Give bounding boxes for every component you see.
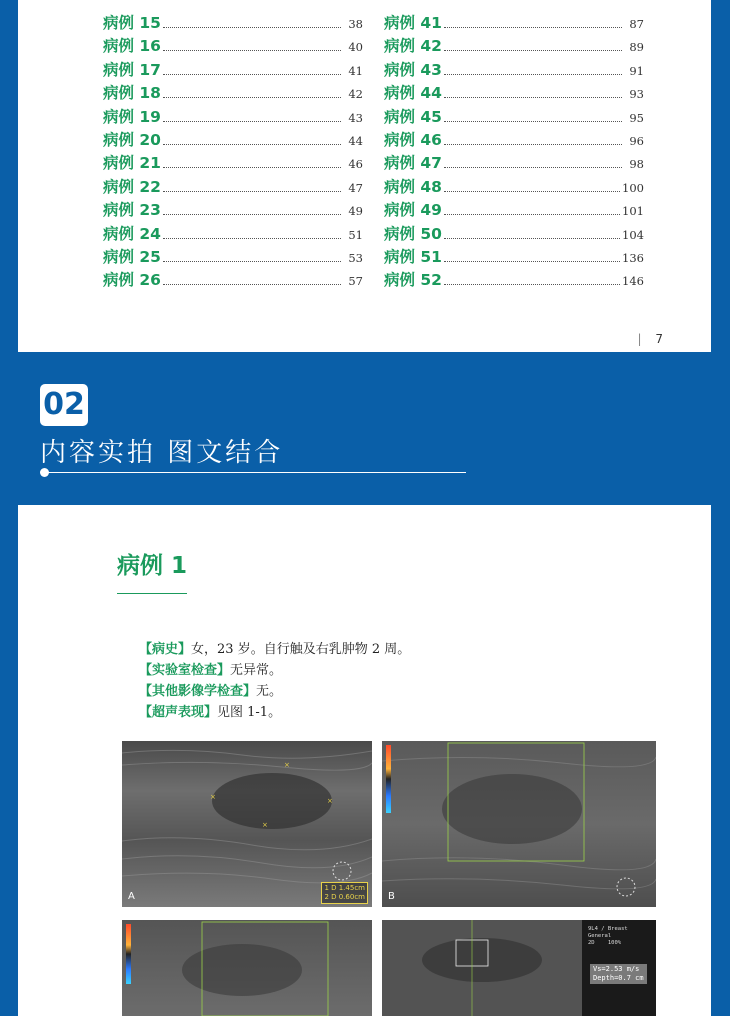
toc-entry-page: 49	[348, 204, 363, 219]
toc-entry-page: 146	[622, 274, 644, 289]
toc-entry-label: 病例 44	[384, 84, 442, 103]
toc-leader-dots	[163, 283, 341, 285]
toc-entry-page: 44	[348, 134, 363, 148]
toc-entry-label: 病例 24	[103, 224, 161, 243]
toc-entry-label: 病例 26	[103, 271, 161, 290]
measurement-2: 2 D 0.60cm	[324, 893, 365, 901]
toc-leader-dots	[163, 49, 341, 51]
history-line	[139, 638, 410, 657]
toc-entry-label: 病例 50	[384, 224, 442, 243]
toc-page	[18, 0, 711, 352]
toc-entry-label: 病例 20	[103, 131, 161, 149]
imaging-line	[139, 680, 282, 699]
toc-entry[interactable]	[384, 268, 644, 288]
toc-entry-page: 38	[348, 17, 363, 31]
toc-entry-page: 104	[622, 227, 644, 242]
ultrasound-texture-b	[382, 741, 656, 907]
ultrasound-texture-c	[122, 920, 372, 1016]
toc-leader-dots	[444, 260, 620, 262]
toc-leader-dots	[163, 26, 341, 28]
ultrasound-image-b	[382, 741, 656, 907]
toc-entry-label: 病例 25	[103, 248, 161, 266]
toc-leader-dots	[163, 190, 341, 192]
toc-leader-dots	[444, 283, 620, 285]
toc-entry-page: 98	[629, 157, 644, 172]
toc-entry-page: 53	[348, 251, 363, 265]
toc-entry-page: 43	[348, 110, 363, 125]
toc-entry[interactable]	[103, 128, 363, 148]
toc-entry[interactable]	[103, 245, 363, 265]
page-number: 7	[655, 332, 663, 346]
imaging-tag: 【其他影像学检查】	[139, 684, 257, 699]
preset-info	[588, 926, 628, 947]
toc-leader-dots	[444, 96, 622, 98]
toc-entry-page: 41	[348, 63, 363, 78]
toc-entry-page: 93	[629, 87, 644, 102]
toc-entry[interactable]	[384, 105, 644, 125]
toc-entry-page: 51	[348, 227, 363, 242]
svg-text:×: ×	[284, 761, 290, 769]
toc-entry[interactable]	[384, 128, 644, 148]
toc-entry-page: 95	[629, 110, 644, 125]
measurement-1: 1 D 1.45cm	[324, 884, 365, 892]
toc-entry-label: 病例 19	[103, 107, 161, 126]
depth-value: Depth=0.7 cm	[593, 974, 644, 982]
toc-entry-page: 101	[622, 204, 644, 219]
figure-label-b: B	[388, 891, 395, 902]
toc-entry[interactable]	[103, 81, 363, 101]
toc-entry-label: 病例 23	[103, 201, 161, 220]
toc-leader-dots	[163, 73, 341, 75]
toc-leader-dots	[444, 213, 620, 215]
imaging-text: 无。	[256, 684, 283, 699]
ultrasound-tag: 【超声表现】	[139, 705, 218, 720]
toc-entry[interactable]	[103, 105, 363, 125]
figure-label-a: A	[128, 891, 135, 902]
lab-line	[139, 659, 282, 678]
toc-leader-dots	[444, 73, 622, 75]
toc-entry-page: 96	[629, 134, 644, 148]
toc-entry-page: 47	[348, 180, 363, 195]
section-number-badge: 02	[40, 384, 88, 426]
lab-tag: 【实验室检查】	[139, 663, 231, 678]
toc-entry[interactable]	[384, 58, 644, 78]
toc-entry[interactable]	[103, 222, 363, 242]
preset-line-2: General	[588, 933, 612, 939]
toc-entry-page: 87	[629, 17, 644, 31]
toc-entry-label: 病例 47	[384, 154, 442, 173]
preset-line-1: 9L4 / Breast	[588, 926, 628, 932]
toc-leader-dots	[444, 143, 622, 145]
section-title: 内容实拍 图文结合	[40, 438, 284, 468]
toc-leader-dots	[444, 237, 620, 239]
toc-leader-dots	[163, 237, 341, 239]
toc-entry-label: 病例 45	[384, 107, 442, 126]
toc-entry-page: 89	[629, 40, 644, 55]
case-title: 病例 1	[117, 553, 188, 579]
toc-leader-dots	[163, 166, 341, 168]
history-tag: 【病史】	[139, 642, 192, 657]
toc-entry-label: 病例 21	[103, 154, 161, 173]
toc-leader-dots	[444, 49, 622, 51]
ultrasound-text: 见图 1-1。	[217, 705, 282, 720]
toc-entry[interactable]	[103, 175, 363, 195]
svg-text:×: ×	[262, 821, 268, 829]
section-divider	[46, 472, 466, 473]
toc-entry-label: 病例 48	[384, 177, 442, 196]
toc-entry[interactable]	[103, 198, 363, 218]
ultrasound-image-d	[382, 920, 656, 1016]
content-page	[18, 505, 711, 1016]
toc-leader-dots	[163, 143, 341, 145]
toc-entry-label: 病例 18	[103, 84, 161, 103]
toc-entry-page: 40	[348, 40, 363, 55]
toc-entry-label: 病例 42	[384, 37, 442, 56]
toc-entry-page: 100	[622, 180, 644, 195]
toc-entry[interactable]	[384, 11, 644, 31]
ultrasound-image-c	[122, 920, 372, 1016]
page-footer-bar: |	[637, 332, 642, 346]
toc-entry-label: 病例 15	[103, 14, 161, 32]
toc-leader-dots	[444, 26, 622, 28]
toc-entry[interactable]	[103, 34, 363, 54]
case-title-underline	[117, 593, 187, 594]
toc-entry[interactable]	[384, 222, 644, 242]
velocity-value: Vs=2.53 m/s	[593, 965, 640, 973]
page-footer	[637, 332, 663, 346]
toc-entry[interactable]	[384, 245, 644, 265]
mode-line: 2D 100%	[588, 940, 622, 946]
toc-entry-page: 46	[348, 157, 363, 172]
toc-entry-page: 42	[348, 87, 363, 102]
section-divider-dot	[40, 468, 49, 477]
svg-text:×: ×	[327, 797, 333, 805]
velocity-box	[590, 964, 647, 984]
toc-entry-label: 病例 52	[384, 271, 442, 290]
toc-entry-label: 病例 43	[384, 60, 442, 79]
toc-entry-label: 病例 51	[384, 248, 442, 266]
toc-entry-page: 136	[622, 251, 644, 265]
toc-leader-dots	[444, 120, 622, 122]
history-text: 女，23 岁。自行触及右乳肿物 2 周。	[191, 642, 411, 657]
toc-entry[interactable]	[103, 58, 363, 78]
toc-entry[interactable]	[384, 151, 644, 171]
svg-text:×: ×	[210, 793, 216, 801]
toc-entry-label: 病例 22	[103, 177, 161, 196]
measurement-box	[321, 882, 368, 904]
toc-entry-page: 57	[348, 274, 363, 289]
toc-entry[interactable]	[384, 198, 644, 218]
toc-entry-label: 病例 41	[384, 14, 442, 32]
toc-entry[interactable]	[103, 11, 363, 31]
toc-entry-label: 病例 16	[103, 37, 161, 56]
toc-entry-label: 病例 17	[103, 60, 161, 79]
toc-leader-dots	[163, 120, 341, 122]
toc-leader-dots	[444, 190, 620, 192]
toc-entry-label: 病例 46	[384, 131, 442, 149]
toc-leader-dots	[444, 166, 622, 168]
lab-text: 无异常。	[230, 663, 283, 678]
toc-entry-page: 91	[629, 63, 644, 78]
toc-entry[interactable]	[103, 268, 363, 288]
toc-leader-dots	[163, 260, 341, 262]
toc-entry[interactable]	[384, 175, 644, 195]
toc-leader-dots	[163, 213, 341, 215]
toc-entry[interactable]	[103, 151, 363, 171]
toc-entry-label: 病例 49	[384, 201, 442, 220]
ultrasound-image-a	[122, 741, 372, 907]
toc-entry[interactable]	[384, 34, 644, 54]
toc-entry[interactable]	[384, 81, 644, 101]
ultrasound-line	[139, 701, 281, 720]
toc-leader-dots	[163, 96, 341, 98]
